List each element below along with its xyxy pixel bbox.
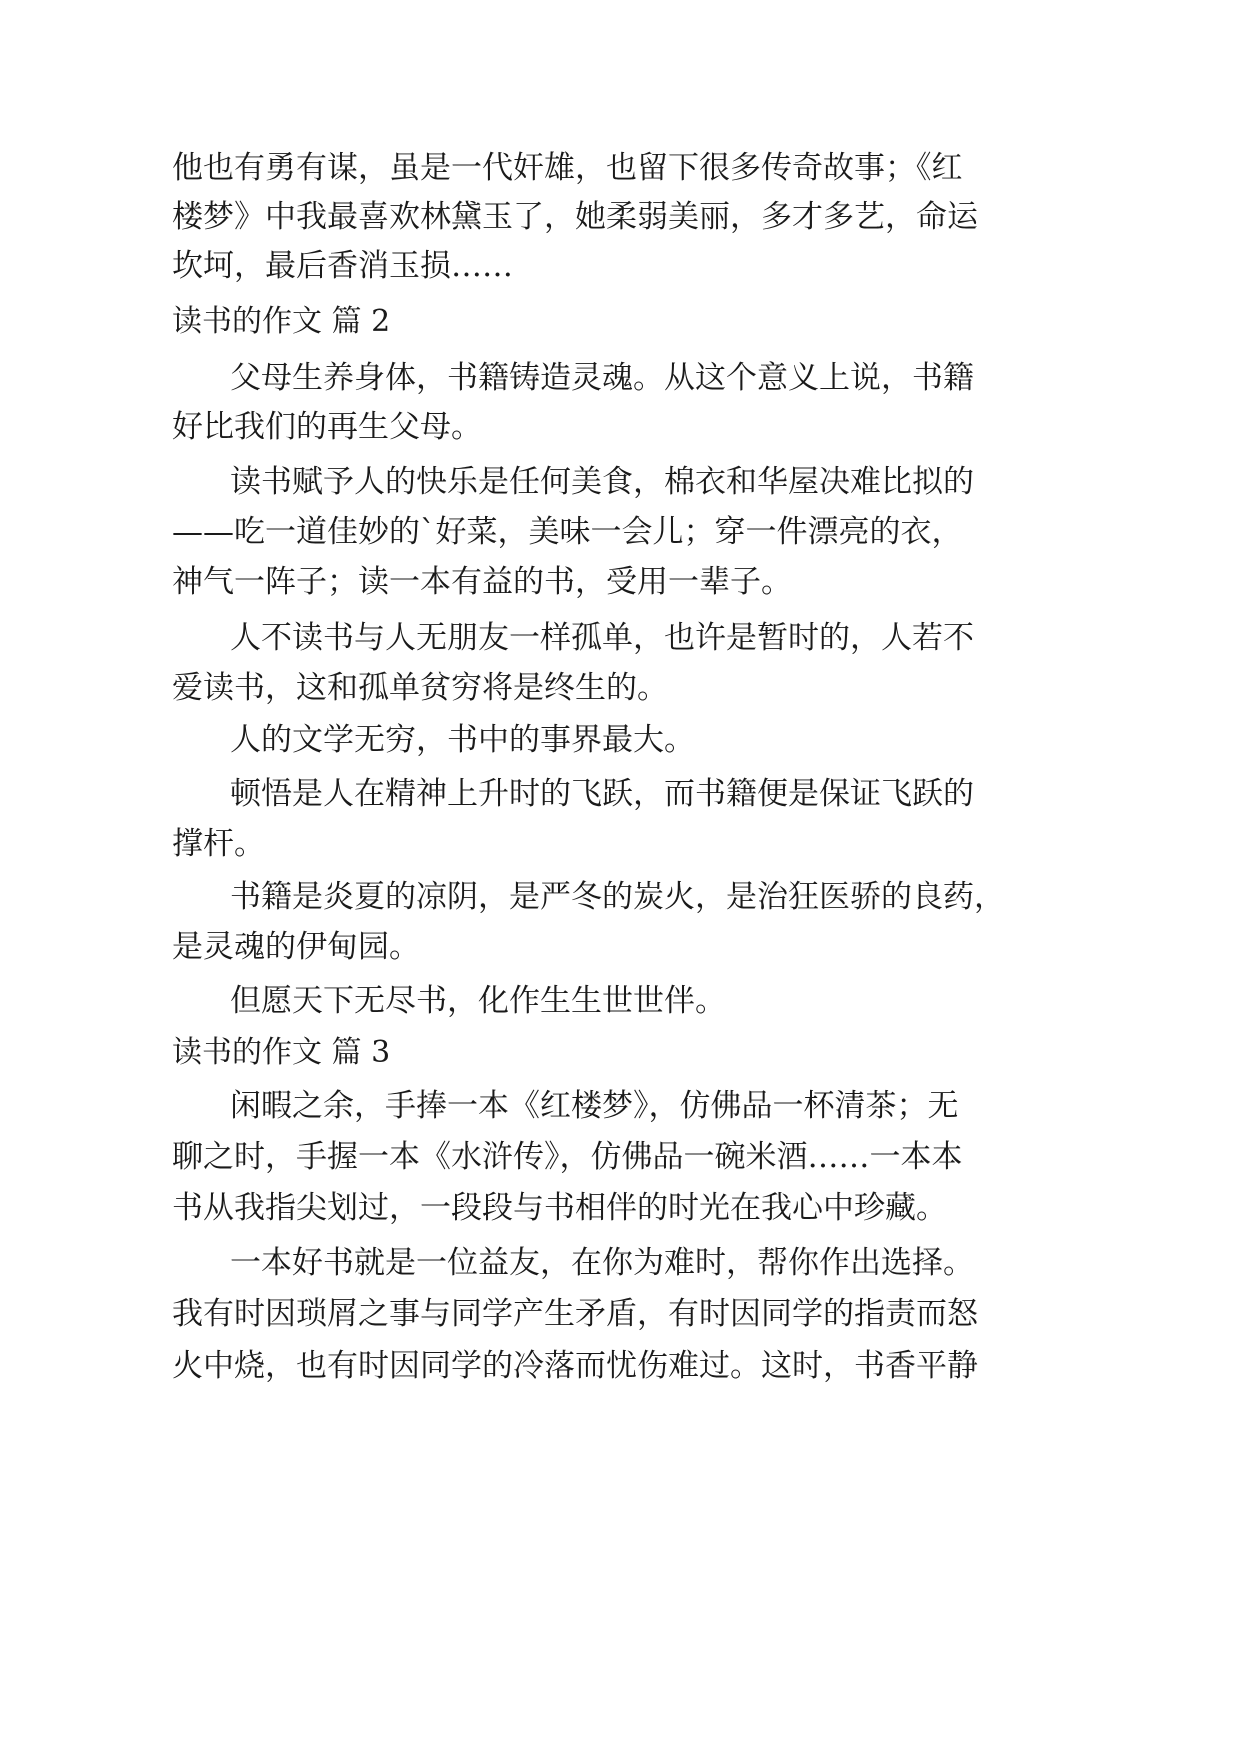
paragraph-first-line: 但愿天下无尽书，化作生生世世伴。: [230, 983, 726, 1019]
text-line: 好比我们的再生父母。: [172, 409, 482, 445]
paragraph-first-line: 人的文学无穷，书中的事界最大。: [230, 722, 695, 758]
text-line: 楼梦》中我最喜欢林黛玉了，她柔弱美丽，多才多艺，命运: [172, 199, 978, 235]
text-line: 神气一阵子；读一本有益的书，受用一辈子。: [172, 564, 792, 600]
paragraph-first-line: 一本好书就是一位益友，在你为难时，帮你作出选择。: [230, 1245, 974, 1281]
paragraph-first-line: 顿悟是人在精神上升时的飞跃，而书籍便是保证飞跃的: [230, 776, 974, 812]
text-line: 我有时因琐屑之事与同学产生矛盾，有时因同学的指责而怒: [172, 1296, 978, 1332]
text-line: 火中烧，也有时因同学的冷落而忧伤难过。这时，书香平静: [172, 1348, 978, 1384]
paragraph-first-line: 人不读书与人无朋友一样孤单，也许是暂时的，人若不: [230, 620, 974, 656]
section-heading: 读书的作文 篇 3: [172, 1035, 391, 1070]
text-line: 书从我指尖划过，一段段与书相伴的时光在我心中珍藏。: [172, 1190, 947, 1226]
text-line: ——吃一道佳妙的`好菜，美味一会儿；穿一件漂亮的衣，: [172, 514, 963, 550]
paragraph-first-line: 书籍是炎夏的凉阴，是严冬的炭火，是治狂医骄的良药，: [230, 879, 1005, 915]
text-line: 撑杆。: [172, 826, 265, 862]
text-line: 他也有勇有谋，虽是一代奸雄，也留下很多传奇故事；《红: [172, 150, 963, 186]
text-line: 聊之时，手握一本《水浒传》，仿佛品一碗米酒……一本本: [172, 1139, 963, 1175]
text-line: 坎坷，最后香消玉损……: [172, 248, 513, 284]
paragraph-first-line: 读书赋予人的快乐是任何美食，棉衣和华屋决难比拟的: [230, 464, 974, 500]
text-line: 爱读书，这和孤单贫穷将是终生的。: [172, 670, 668, 706]
paragraph-first-line: 闲暇之余，手捧一本《红楼梦》，仿佛品一杯清茶；无: [230, 1088, 959, 1124]
paragraph-first-line: 父母生养身体，书籍铸造灵魂。从这个意义上说，书籍: [230, 360, 974, 396]
text-line: 是灵魂的伊甸园。: [172, 929, 420, 965]
section-heading: 读书的作文 篇 2: [172, 304, 391, 339]
